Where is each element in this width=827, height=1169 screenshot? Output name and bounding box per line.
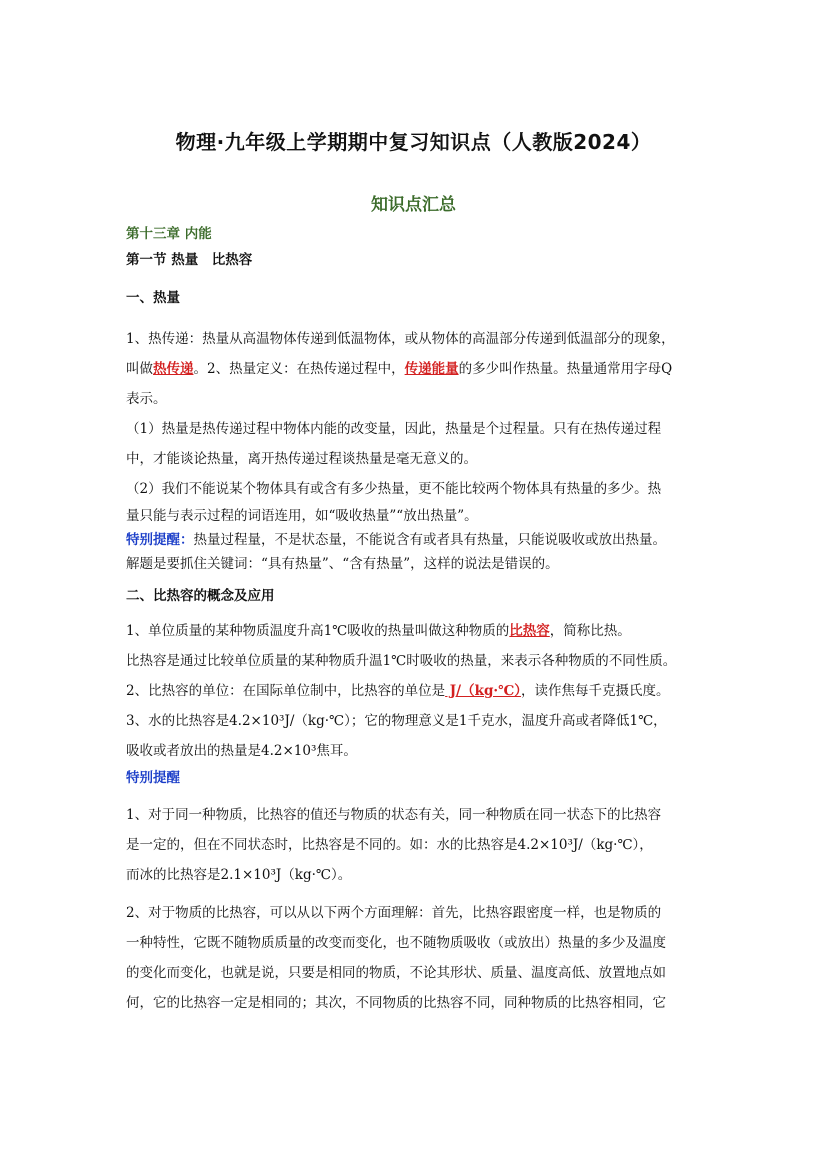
paragraph-line: 叫做热传递。2、热量定义：在热传递过程中，传递能量的多少叫作热量。热量通常用字母Q [126,361,673,377]
paragraph-line: 比热容是通过比较单位质量的某种物质升温1℃时吸收的热量，来表示各种物质的不同性质。 [126,653,677,669]
paragraph-line: 是一定的，但在不同状态时，比热容是不同的。如：水的比热容是4.2×10³J/（kg·℃）， [126,837,653,853]
paragraph-line: 中，才能谈论热量，离开热传递过程谈热量是毫无意义的。 [126,451,477,467]
part2-heading: 二、比热容的概念及应用 [126,588,275,604]
paragraph-line: 一种特性，它既不随物质质量的改变而变化，也不随物质吸收（或放出）热量的多少及温度 [126,935,666,951]
paragraph-line: 1、对于同一种物质，比热容的值还与物质的状态有关，同一种物质在同一状态下的比热容 [126,807,662,823]
paragraph-line: 1、热传递：热量从高温物体传递到低温物体，或从物体的高温部分传递到低温部分的现象， [126,331,675,347]
highlight-term: J/（kg·℃） [445,683,522,699]
paragraph-line: 的变化而变化，也就是说，只要是相同的物质，不论其形状、质量、温度高低、放置地点如 [126,965,666,981]
paragraph-line: （2）我们不能说某个物体具有或含有多少热量，更不能比较两个物体具有热量的多少。热 [126,481,662,497]
part1-heading: 一、热量 [126,290,180,306]
section-heading: 第一节 热量 比热容 [126,252,253,268]
document-title: 物理·九年级上学期期中复习知识点（人教版2024） [175,130,652,154]
paragraph-line: 3、水的比热容是4.2×10³J/（kg·℃）；它的物理意义是1千克水，温度升高或者降低1℃， [126,713,667,729]
paragraph-line: 吸收或者放出的热量是4.2×10³焦耳。 [126,743,357,759]
paragraph-line: 解题是要抓住关键词：“具有热量”、“含有热量”，这样的说法是错误的。 [126,556,559,572]
paragraph-line: （1）热量是热传递过程中物体内能的改变量，因此，热量是个过程量。只有在热传递过程 [126,421,662,437]
highlight-term: 传递能量 [404,361,459,377]
document-body [126,224,716,1018]
paragraph-line: 量只能与表示过程的词语连用，如“吸收热量”“放出热量”。 [126,508,478,524]
paragraph-line: 1、单位质量的某种物质温度升高1℃吸收的热量叫做这种物质的比热容，简称比热。 [126,623,631,639]
paragraph-line: 2、对于物质的比热容，可以从以下两个方面理解：首先，比热容跟密度一样，也是物质的 [126,905,662,921]
highlight-term: 热传递 [153,361,194,377]
chapter-heading: 第十三章 内能 [126,226,212,242]
tip-label: 特别提醒： [126,532,194,548]
tip-line: 特别提醒：热量过程量，不是状态量，不能说含有或者具有热量，只能说吸收或放出热量。 [126,532,666,548]
paragraph-line: 表示。 [126,391,167,407]
paragraph-line: 何，它的比热容一定是相同的；其次，不同物质的比热容不同，同种物质的比热容相同，它 [126,995,666,1011]
highlight-term: 比热容 [509,623,550,639]
paragraph-line: 2、比热容的单位：在国际单位制中，比热容的单位是 J/（kg·℃），读作焦每千克摄氏度。 [126,683,670,699]
paragraph-line: 而冰的比热容是2.1×10³J（kg·℃）。 [126,867,352,883]
tip-heading: 特别提醒 [126,770,180,786]
document-subtitle: 知识点汇总 [371,195,456,215]
